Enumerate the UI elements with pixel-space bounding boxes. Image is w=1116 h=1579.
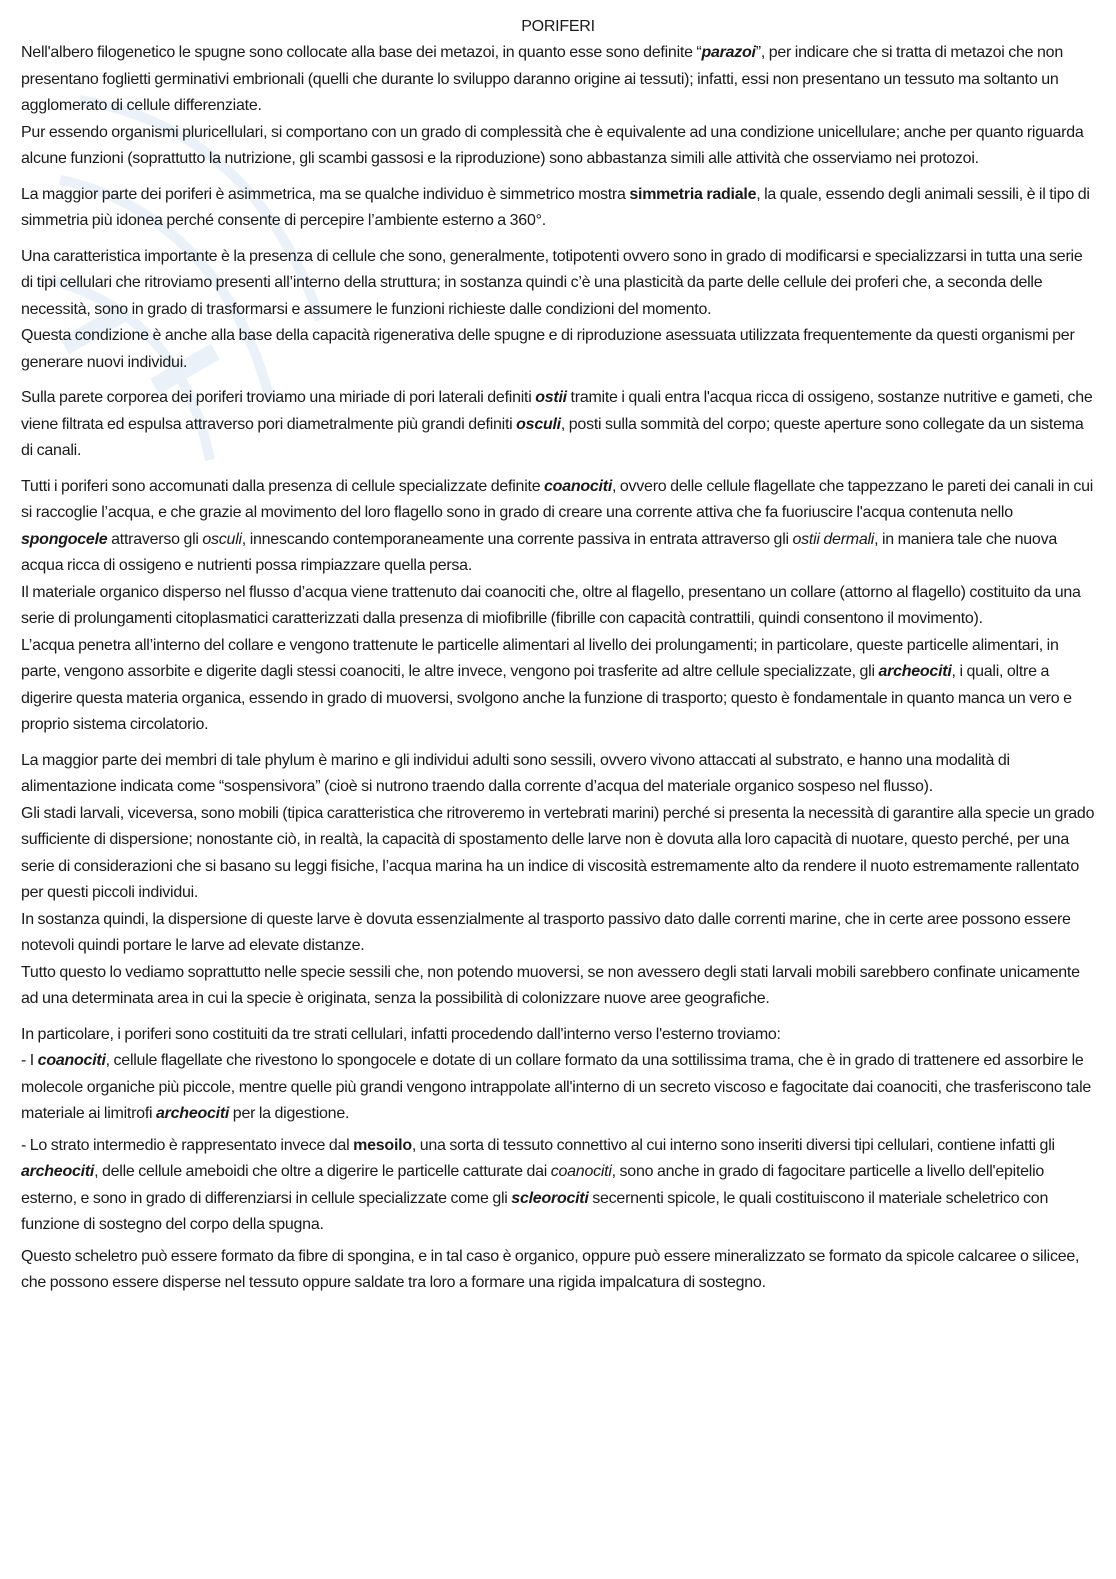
- paragraph-rigenerativa: Questa condizione è anche alla base della capacità rigenerativa delle spugne e di riproduzione asessuata utilizzata frequentemente da questi organismi per generare nuovi individui.: [21, 327, 1075, 371]
- term-scleorociti: scleorociti: [511, 1189, 589, 1207]
- list-item-mesoilo: - Lo strato intermedio è rappresentato invece dal mesoilo, una sorta di tessuto connettivo al cui interno sono inseriti diversi tipi cellulari, contiene infatti gli archeociti, delle cellule ameboidi che oltre a digerire le particelle catturate dai coanociti, sono anche in grado di fagocitare particelle a livello dell'epitelio esterno, e sono in grado di differenziarsi in cellule specializzate come gli scleorociti secernenti spicole, le quali costituiscono il materiale scheletrico con funzione di sostegno del corpo della spugna.: [21, 1136, 1055, 1233]
- term-coanociti: coanociti: [544, 477, 613, 495]
- page-title: PORIFERI: [521, 18, 595, 35]
- term-osculi: osculi: [516, 415, 561, 433]
- term-coanociti-italic: coanociti: [550, 1163, 612, 1180]
- paragraph-pluricellulari: Pur essendo organismi pluricellulari, si comportano con un grado di complessità che è equivalente ad una condizione unicellulare; anche per quanto riguarda alcune funzioni (soprattutto la nutrizione, gli scambi gassosi e la riproduzione) sono abbastanza simili alle attività che osserviamo nei protozoi.: [21, 123, 1084, 167]
- term-coanociti-list: coanociti: [37, 1052, 106, 1069]
- paragraph-parazoi: Nell'albero filogenetico le spugne sono collocate alla base dei metazoi, in quanto esse sono definite “parazoi”, per indicare che si tratta di metazoi che non presentano foglietti germinativi embrionali (quelli che durante lo sviluppo daranno origine ai tessuti); infatti, essi non presentano un tessuto ma soltanto un agglomerato di cellule differenziate.: [21, 44, 1063, 114]
- paragraph-totipotenti: Una caratteristica importante è la presenza di cellule che sono, generalmente, totipotenti ovvero sono in grado di modificarsi e specializzarsi in tutta una serie di tipi cellulari che ritroviamo presenti all’interno della struttura; in sostanza quindi c’è una plasticità da parte delle cellule dei proferi che, a seconda delle necessità, sono in grado di trasformarsi e assumere le funzioni richieste dalle condizioni del momento.: [21, 247, 1083, 318]
- paragraph-larvali: Gli stadi larvali, viceversa, sono mobili (tipica caratteristica che ritroveremo in vertebrati marini) perché si presenta la necessità di garantire alla specie un grado sufficiente di dispersione; nonostante ciò, in realtà, la capacità di spostamento delle larve non è dovuta alla loro capacità di nuotare, questo perché, per una serie di considerazioni che si basano su leggi fisiche, l’acqua marina ha un indice di viscosità estremamente alto da rendere il nuoto estremamente rallentato per questi piccoli individui.: [21, 804, 1095, 901]
- term-ostii-dermali: ostii dermali: [792, 530, 875, 548]
- paragraph-scheletro: Questo scheletro può essere formato da fibre di spongina, e in tal caso è organico, oppure può essere mineralizzato se formato da spicole calcaree o silicee, che possono essere disperse nel tessuto oppure saldate tra loro a formare una rigida impalcatura di sostegno.: [21, 1247, 1080, 1291]
- term-simmetria-radiale: simmetria radiale: [629, 185, 757, 203]
- paragraph-dispersione: In sostanza quindi, la dispersione di queste larve è dovuta essenzialmente al trasporto passivo dato dalle correnti marine, che in certe aree possono essere notevoli quindi portare le larve ad elevate distanze.: [21, 910, 1071, 954]
- term-mesoilo: mesoilo: [353, 1136, 412, 1154]
- paragraph-specie-sessili: Tutto questo lo vediamo soprattutto nelle specie sessili che, non potendo muoversi, se non avessero degli stati larvali mobili sarebbero confinate unicamente ad una determinata area in cui la specie è originata, senza la possibilità di colonizzare nuove aree geografiche.: [21, 963, 1080, 1007]
- term-ostii: ostii: [535, 389, 567, 406]
- term-archeociti-mesoilo: archeociti: [21, 1163, 95, 1180]
- paragraph-sessili: La maggior parte dei membri di tale phylum è marino e gli individui adulti sono sessili, ovvero vivono attaccati al substrato, e hanno una modalità di alimentazione indicata come “sospensivora” (cioè si nutrono traendo dalla corrente d’acqua del materiale organico sospeso nel flusso).: [21, 751, 1010, 795]
- term-spongocele: spongocele: [21, 530, 108, 548]
- document-page: [21, 14, 1095, 1297]
- term-archeociti-list: archeociti: [156, 1105, 230, 1122]
- paragraph-ostii-osculi: Sulla parete corporea dei poriferi troviamo una miriade di pori laterali definiti ostii tramite i quali entra l'acqua ricca di ossigeno, sostanze nutritive e gameti, che viene filtrata ed espulsa attraverso pori diametralmente più grandi definiti osculi, posti sulla sommità del corpo; queste aperture sono collegate da un sistema di canali.: [21, 389, 1093, 459]
- paragraph-simmetria: La maggior parte dei poriferi è asimmetrica, ma se qualche individuo è simmetrico mostra simmetria radiale, la quale, essendo degli animali sessili, è il tipo di simmetria più idonea perché consente di percepire l’ambiente esterno a 360°.: [21, 185, 1090, 229]
- paragraph-collare: Il materiale organico disperso nel flusso d’acqua viene trattenuto dai coanociti che, oltre al flagello, presentano un collare (attorno al flagello) costituito da una serie di prolungamenti citoplasmatici caratterizzati dalla presenza di miofibrille (fibrille con capacità contrattili, quindi consentono il movimento).: [21, 583, 1081, 627]
- paragraph-archeociti: L’acqua penetra all’interno del collare e vengono trattenute le particelle alimentari al livello dei prolungamenti; in particolare, queste particelle alimentari, in parte, vengono assorbite e digerite dagli stessi coanociti, le altre invece, vengono poi trasferite ad altre cellule specializzate, gli archeociti, i quali, oltre a digerire questa materia organica, essendo in grado di muoversi, svolgono anche la funzione di trasporto; questo è fondamentale in quanto manca un vero e proprio sistema circolatorio.: [21, 636, 1072, 733]
- term-parazoi: parazoi: [701, 44, 756, 61]
- term-archeociti: archeociti: [878, 663, 952, 680]
- paragraph-strati: In particolare, i poriferi sono costituiti da tre strati cellulari, infatti procedendo dall'interno verso l'esterno troviamo:: [21, 1025, 781, 1043]
- list-item-coanociti: - I coanociti, cellule flagellate che rivestono lo spongocele e dotate di un collare formato da una sottilissima trama, che è in grado di trattenere ed assorbire le molecole organiche più piccole, mentre quelle più grandi vengono intrappolate all'interno di un secreto viscoso e fagocitate dai coanociti, che trasferiscono tale materiale ai limitrofi archeociti per la digestione.: [21, 1052, 1092, 1122]
- term-osculi-italic: osculi: [202, 530, 242, 548]
- paragraph-coanociti: Tutti i poriferi sono accomunati dalla presenza di cellule specializzate definite coanociti, ovvero delle cellule flagellate che tappezzano le pareti dei canali in cui si raccoglie l’acqua, e che grazie al movimento del loro flagello sono in grado di creare una corrente attiva che fa fuoriuscire l'acqua contenuta nello spongocele attraverso gli osculi, innescando contemporaneamente una corrente passiva in entrata attraverso gli ostii dermali, in maniera tale che nuova acqua ricca di ossigeno e nutrienti possa rimpiazzare quella persa.: [21, 477, 1094, 574]
